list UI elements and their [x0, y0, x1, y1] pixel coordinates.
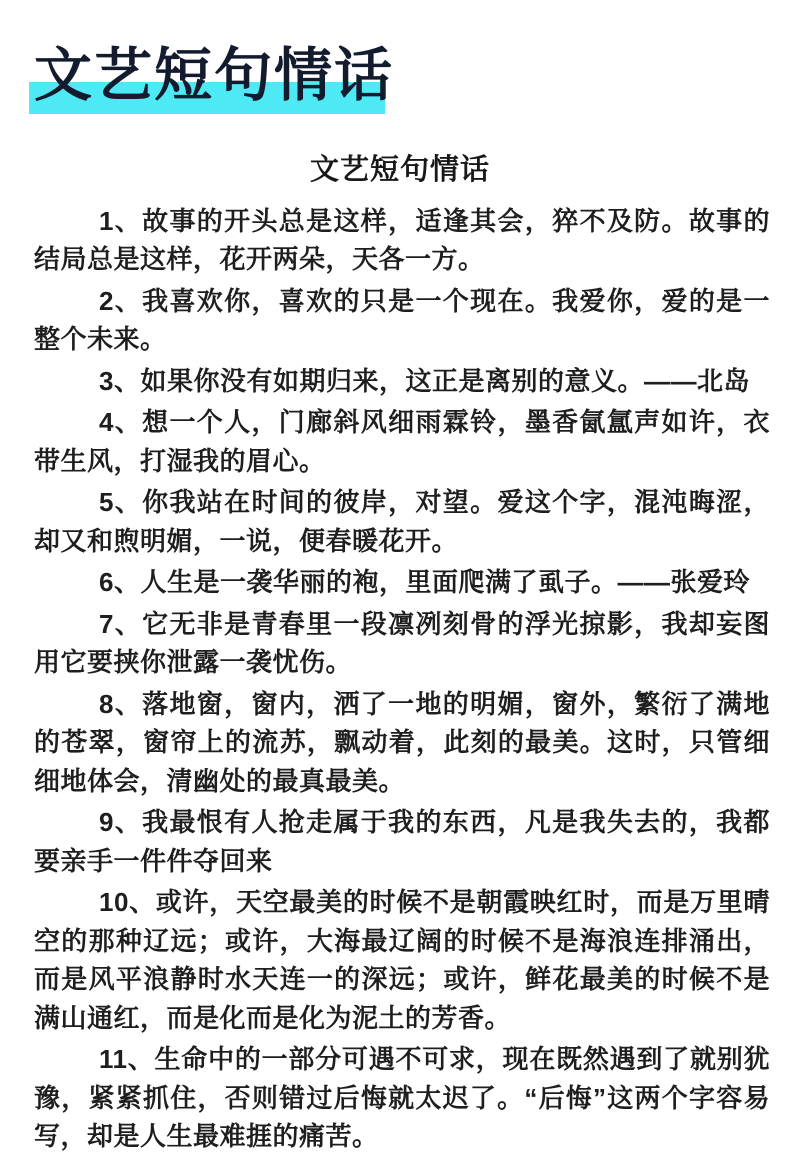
quote-paragraph: 8、落地窗，窗内，洒了一地的明媚，窗外，繁衍了满地的苍翠，窗帘上的流苏，飘动着，此刻的最美。这时，只管细细地体会，清幽处的最真最美。: [34, 688, 770, 796]
quote-paragraph: 2、我喜欢你，喜欢的只是一个现在。我爱你，爱的是一整个未来。: [34, 285, 770, 355]
title-banner: [0, 0, 800, 107]
article-heading: 文艺短句情话: [309, 153, 490, 186]
page-title-text: 文艺短句情话: [34, 43, 395, 108]
quote-paragraph: 7、它无非是青春里一段凛冽刻骨的浮光掠影，我却妄图用它要挟你泄露一袭忧伤。: [34, 608, 770, 678]
quote-paragraph: 10、或许，天空最美的时候不是朝霞映红时，而是万里晴空的那种辽远；或许，大海最辽阔的时候不是海浪连排涌出，而是风平浪静时水天连一的深远；或许，鲜花最美的时候不是满山通红，而是化而是化为泥土的芳香。: [34, 887, 770, 1033]
quote-paragraph: 9、我最恨有人抢走属于我的东西，凡是我失去的，我都要亲手一件件夺回来: [34, 807, 770, 876]
quote-paragraph: 6、人生是一袭华丽的袍，里面爬满了虱子。——张爱玲: [99, 567, 750, 598]
quote-list: [0, 188, 800, 1156]
quote-paragraph: 11、生命中的一部分可遇不可求，现在既然遇到了就别犹豫，紧紧抓住，否则错过后悔就太迟了。“后悔”这两个字容易写，却是人生最难捱的痛苦。: [34, 1044, 770, 1152]
quote-paragraph: 1、故事的开头总是这样，适逢其会，猝不及防。故事的结局总是这样，花开两朵，天各一方。: [34, 205, 770, 275]
quote-paragraph: 4、想一个人，门廊斜风细雨霖铃，墨香氤氲声如许，衣带生风，打湿我的眉心。: [34, 407, 770, 476]
page-title: [34, 43, 395, 108]
quote-paragraph: 5、你我站在时间的彼岸，对望。爱这个字，混沌晦涩，却又和煦明媚，一说，便春暖花开。: [34, 487, 770, 556]
quote-paragraph: 3、如果你没有如期归来，这正是离别的意义。——北岛: [99, 365, 750, 396]
